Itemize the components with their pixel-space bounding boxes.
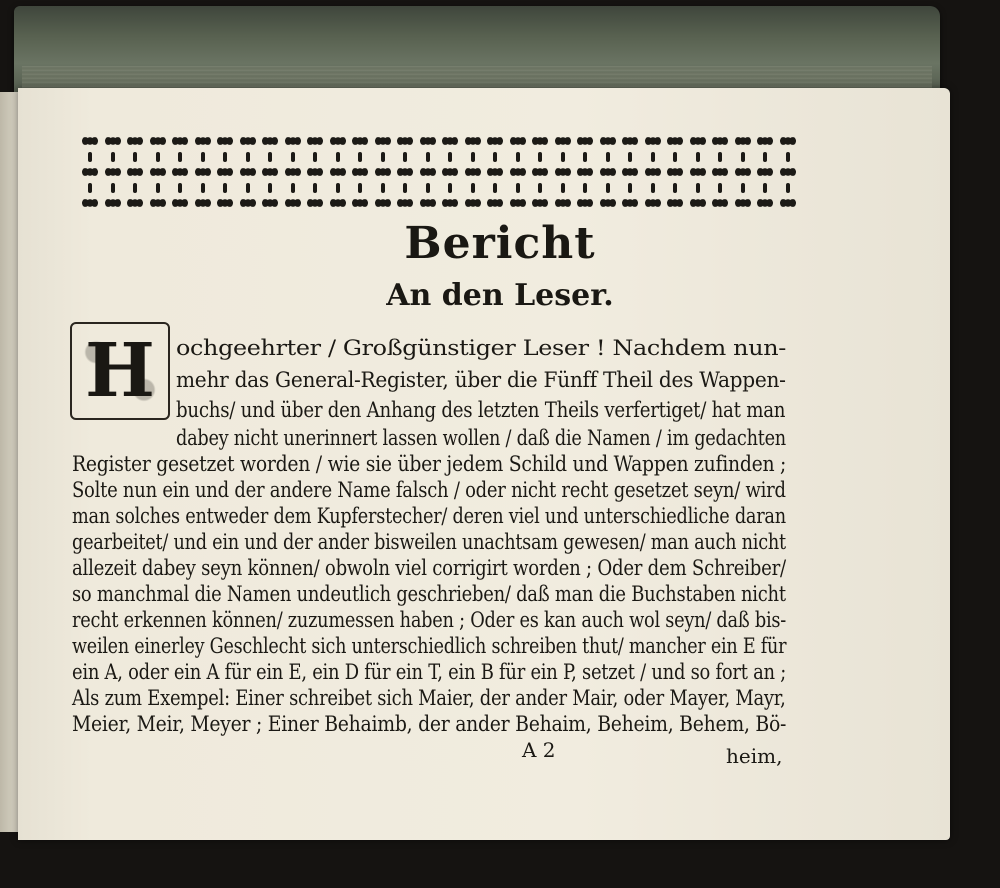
text-line: man solches entweder dem Kupferstecher/ deren viel und unterschiedliche daran bbox=[72, 504, 786, 528]
catchword: heim, bbox=[726, 744, 783, 768]
text-line: buchs/ und über den Anhang des letzten Theils verfertiget/ hat man bbox=[176, 398, 786, 422]
text-line: weilen einerley Geschlecht sich unterschiedlich schreiben thut/ mancher ein E für bbox=[72, 634, 787, 658]
signature-mark: A 2 bbox=[522, 738, 556, 762]
decorated-initial: H bbox=[70, 322, 170, 420]
text-line: allezeit dabey seyn können/ obwoln viel corrigirt worden ; Oder dem Schreiber/ bbox=[72, 556, 786, 580]
text-line: Als zum Exempel: Einer schreibet sich Maier, der ander Mair, oder Mayer, Mayr, bbox=[72, 686, 786, 710]
text-line: ochgeehrter / Großgünstiger Leser ! Nachdem nun- bbox=[176, 336, 786, 360]
text-line: so manchmal die Namen undeutlich geschrieben/ daß man die Buchstaben nicht bbox=[72, 582, 786, 606]
text-line: Meier, Meir, Meyer ; Einer Behaimb, der ander Behaim, Beheim, Behem, Bö- bbox=[72, 712, 787, 736]
text-line: recht erkennen können/ zuzumessen haben ; Oder es kan auch wol seyn/ daß bis- bbox=[72, 608, 786, 632]
text-line: mehr das General-Register, über die Fünff Theil des Wappen- bbox=[176, 368, 786, 392]
page-subtitle: An den Leser. bbox=[386, 278, 614, 313]
text-line: gearbeitet/ und ein und der ander bisweilen unachtsam gewesen/ man auch nicht bbox=[72, 530, 786, 554]
text-line: Solte nun ein und der andere Name falsch / oder nicht recht gesetzet seyn/ wird bbox=[72, 478, 786, 502]
text-line: dabey nicht unerinnert lassen wollen / daß die Namen / im gedachten bbox=[176, 426, 786, 450]
text-line: ein A, oder ein A für ein E, ein D für ein T, ein B für ein P, setzet / und so fort an ; bbox=[72, 660, 787, 684]
text-line: Register gesetzet worden / wie sie über jedem Schild und Wappen zufinden ; bbox=[72, 452, 787, 476]
page-title: Bericht bbox=[404, 218, 596, 269]
